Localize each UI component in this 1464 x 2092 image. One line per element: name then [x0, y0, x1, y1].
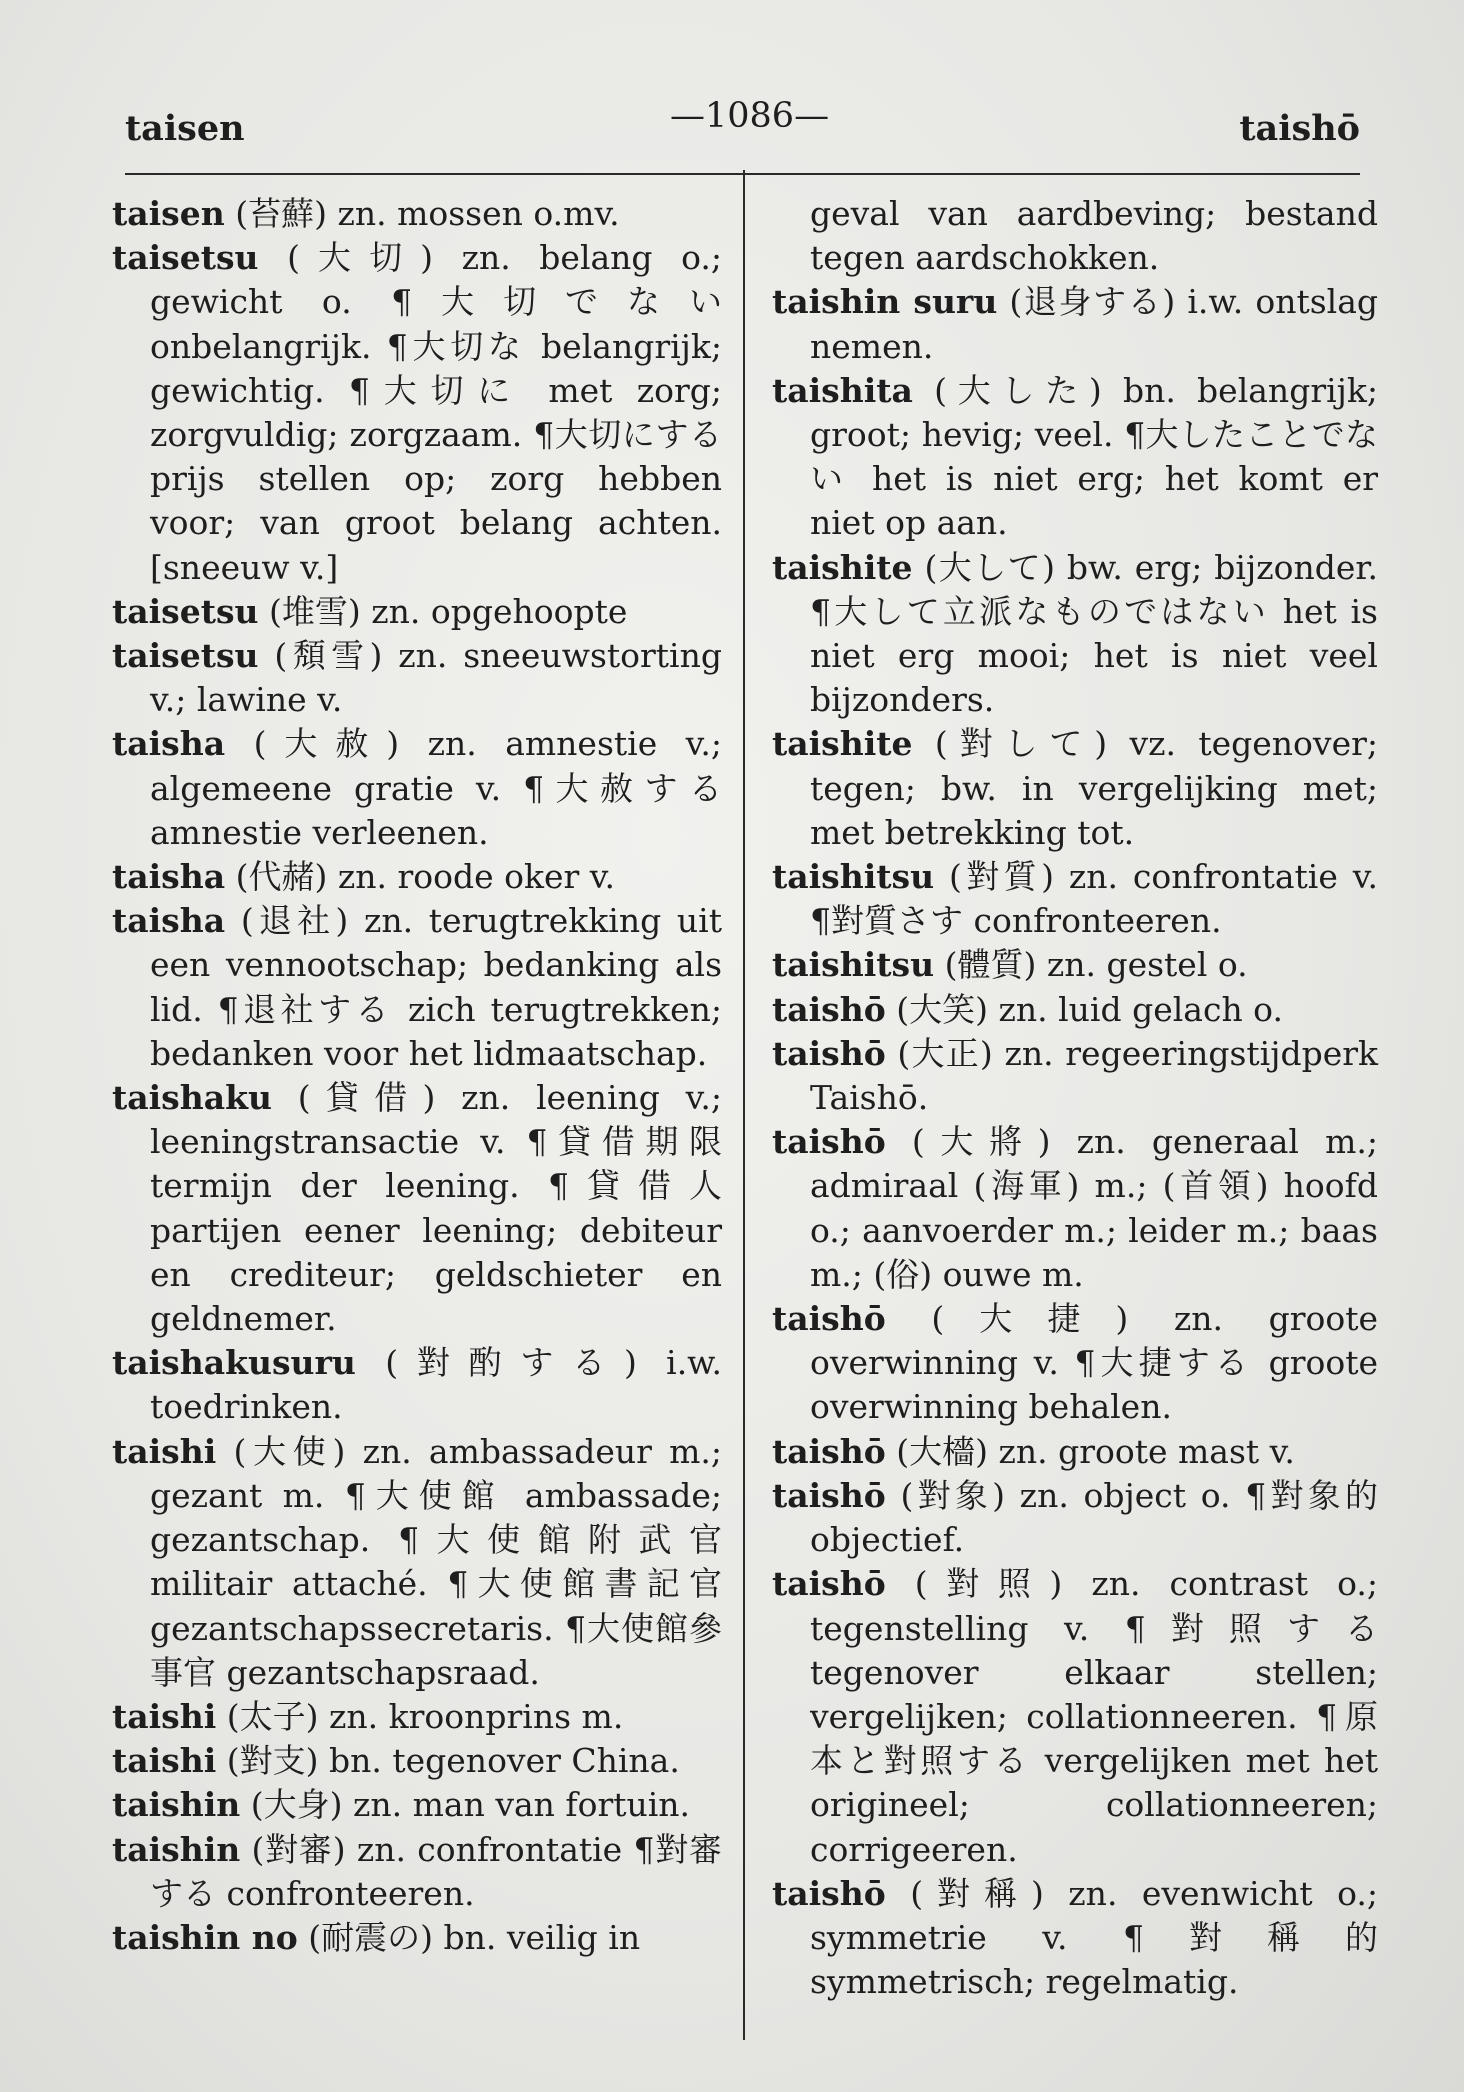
headword: taishō — [772, 1564, 886, 1604]
column-divider — [743, 170, 745, 2040]
dictionary-entry — [772, 722, 1378, 855]
headword: taisha — [112, 901, 226, 941]
dictionary-entry — [112, 1916, 722, 1960]
headword: taisha — [112, 857, 226, 897]
dictionary-entry — [772, 280, 1378, 368]
dictionary-entry — [772, 1120, 1378, 1297]
dictionary-entry — [112, 1430, 722, 1695]
definition: (大切) zn. belang o.; gewicht o. ¶大切でない onbelangrijk. ¶大切な belangrijk; gewichtig. ¶大切に met zorg; zorgvuldig; zorgzaam. ¶大切にする prijs stellen op; zorg hebben voor; van groot belang achten. [sneeuw v.] — [150, 238, 722, 587]
left-column — [112, 192, 722, 1960]
definition: (對審) zn. confrontatie ¶對審する confronteeren. — [150, 1829, 722, 1913]
headword: taishin — [112, 1829, 241, 1869]
headword: taishin no — [112, 1917, 298, 1957]
headword: taisetsu — [112, 238, 259, 278]
definition: (對酌する) i.w. toedrinken. — [150, 1343, 722, 1427]
dictionary-entry — [112, 1695, 722, 1739]
definition: (大正) zn. regeeringstijdperk Taishō. — [810, 1033, 1378, 1118]
headword: taisen — [112, 194, 225, 233]
headword: taishaku — [112, 1078, 272, 1118]
definition: (苔蘚) zn. mossen o.mv. — [224, 194, 620, 233]
dictionary-entry — [112, 1076, 722, 1341]
definition: (大使) zn. ambassadeur m.; gezant m. ¶大使館 ambassade; gezantschap. ¶大使館附武官 militair attaché. ¶大使館書記官 gezantschapssecretaris. ¶大使館參事官 gezantschapsraad. — [150, 1431, 722, 1692]
definition: (代赭) zn. roode oker v. — [225, 857, 616, 897]
page-header — [0, 96, 1464, 156]
definition: (大捷) zn. groote overwinning v. ¶大捷する groote overwinning behalen. — [810, 1299, 1378, 1427]
definition: (對して) vz. tegenover; tegen; bw. in vergelijking met; met betrekking tot. — [810, 724, 1378, 852]
dictionary-entry — [772, 1430, 1378, 1474]
definition: (對支) bn. tegenover China. — [216, 1741, 680, 1781]
dictionary-entry — [772, 1474, 1378, 1562]
definition: (堆雪) zn. opgehoopte — [258, 591, 628, 631]
dictionary-entry — [112, 1783, 722, 1827]
headword: taishite — [772, 547, 913, 587]
dictionary-entry — [772, 546, 1378, 723]
page-number: —1086— — [670, 96, 830, 136]
headword: taishakusuru — [112, 1343, 356, 1383]
headword: taishō — [772, 1033, 886, 1073]
headword: taishin suru — [772, 282, 998, 322]
definition: (對照) zn. contrast o.; tegenstelling v. ¶對照する tegenover elkaar stellen; vergelijken; collationneeren. ¶原本と對照する vergelijken met het origineel; collationneeren; corrigeeren. — [810, 1564, 1378, 1869]
definition: (大檣) zn. groote mast v. — [885, 1431, 1295, 1471]
definition: (大將) zn. generaal m.; admiraal (海軍) m.; (首領) hoofd o.; aanvoerder m.; leider m.; baas m.; (俗) ouwe m. — [810, 1122, 1378, 1294]
headword: taishō — [772, 1431, 886, 1471]
dictionary-entry — [112, 1739, 722, 1783]
dictionary-entry — [112, 236, 722, 590]
definition: (大して) bw. erg; bijzonder. ¶大して立派なものではない het is niet erg mooi; het is niet veel bijzonders. — [810, 547, 1378, 720]
headword: taishi — [112, 1431, 217, 1471]
dictionary-entry — [772, 943, 1378, 987]
headword: taisha — [112, 724, 226, 764]
headword: taishin — [112, 1785, 241, 1825]
definition: (對質) zn. confrontatie v. ¶對質さす confronteeren. — [810, 857, 1378, 941]
definition: (大身) zn. man van fortuin. — [240, 1785, 691, 1825]
headword: taisetsu — [112, 591, 259, 631]
definition: (對象) zn. object o. ¶對象的 objectief. — [810, 1475, 1378, 1560]
dictionary-entry — [772, 988, 1378, 1032]
definition: (退身する) i.w. ontslag nemen. — [810, 282, 1378, 366]
definition: (大した) bn. belangrijk; groot; hevig; veel. ¶大したことでない het is niet erg; het komt er niet op aan. — [810, 370, 1378, 543]
definition: (貸借) zn. leening v.; leeningstransactie v. ¶貸借期限 termijn der leening. ¶貸借人 partijen eener leening; debiteur en crediteur; geldschieter en geldnemer. — [150, 1078, 722, 1339]
dictionary-entry — [112, 855, 722, 899]
header-right-guide-word: taishō — [1239, 108, 1360, 149]
headword: taisetsu — [112, 636, 259, 676]
dictionary-entry — [772, 1872, 1378, 2005]
definition: (對稱) zn. evenwicht o.; symmetrie v. ¶對稱的 symmetrisch; regelmatig. — [810, 1873, 1378, 2002]
right-column — [772, 192, 1378, 2004]
definition: (退社) zn. terugtrekking uit een vennootschap; bedanking als lid. ¶退社する zich terugtrekken; bedanken voor het lidmaatschap. — [150, 901, 722, 1073]
headword: taishō — [772, 1122, 886, 1162]
definition: (頽雪) zn. sneeuwstorting v.; lawine v. — [150, 636, 722, 720]
continued-text: geval van aardbeving; bestand tegen aardschokken. — [810, 194, 1378, 278]
dictionary-entry — [772, 1297, 1378, 1430]
definition: (大笑) zn. luid gelach o. — [885, 989, 1283, 1029]
dictionary-entry — [772, 1032, 1378, 1120]
headword: taishō — [772, 1873, 886, 1913]
definition: (大赦) zn. amnestie v.; algemeene gratie v. ¶大赦する amnestie verleenen. — [150, 724, 722, 852]
dictionary-entry — [772, 1562, 1378, 1871]
definition: (體質) zn. gestel o. — [934, 945, 1248, 985]
headword: taishi — [112, 1696, 217, 1736]
dictionary-entry — [772, 369, 1378, 546]
headword: taishitsu — [772, 857, 935, 897]
headword: taishita — [772, 370, 913, 410]
dictionary-entry — [112, 722, 722, 855]
header-left-guide-word: taisen — [125, 108, 245, 149]
headword: taishō — [772, 989, 886, 1029]
headword: taishite — [772, 724, 913, 764]
headword: taishitsu — [772, 945, 935, 985]
headword: taishō — [772, 1475, 886, 1515]
headword: taishō — [772, 1299, 886, 1339]
definition: (太子) zn. kroonprins m. — [216, 1696, 624, 1736]
headword: taishi — [112, 1741, 217, 1781]
definition: (耐震の) bn. veilig in — [297, 1917, 641, 1957]
dictionary-entry — [112, 1341, 722, 1429]
dictionary-entry — [112, 899, 722, 1076]
dictionary-entry — [112, 634, 722, 722]
dictionary-entry — [772, 855, 1378, 943]
dictionary-entry — [112, 590, 722, 634]
dictionary-entry — [112, 192, 722, 236]
dictionary-entry — [112, 1828, 722, 1916]
